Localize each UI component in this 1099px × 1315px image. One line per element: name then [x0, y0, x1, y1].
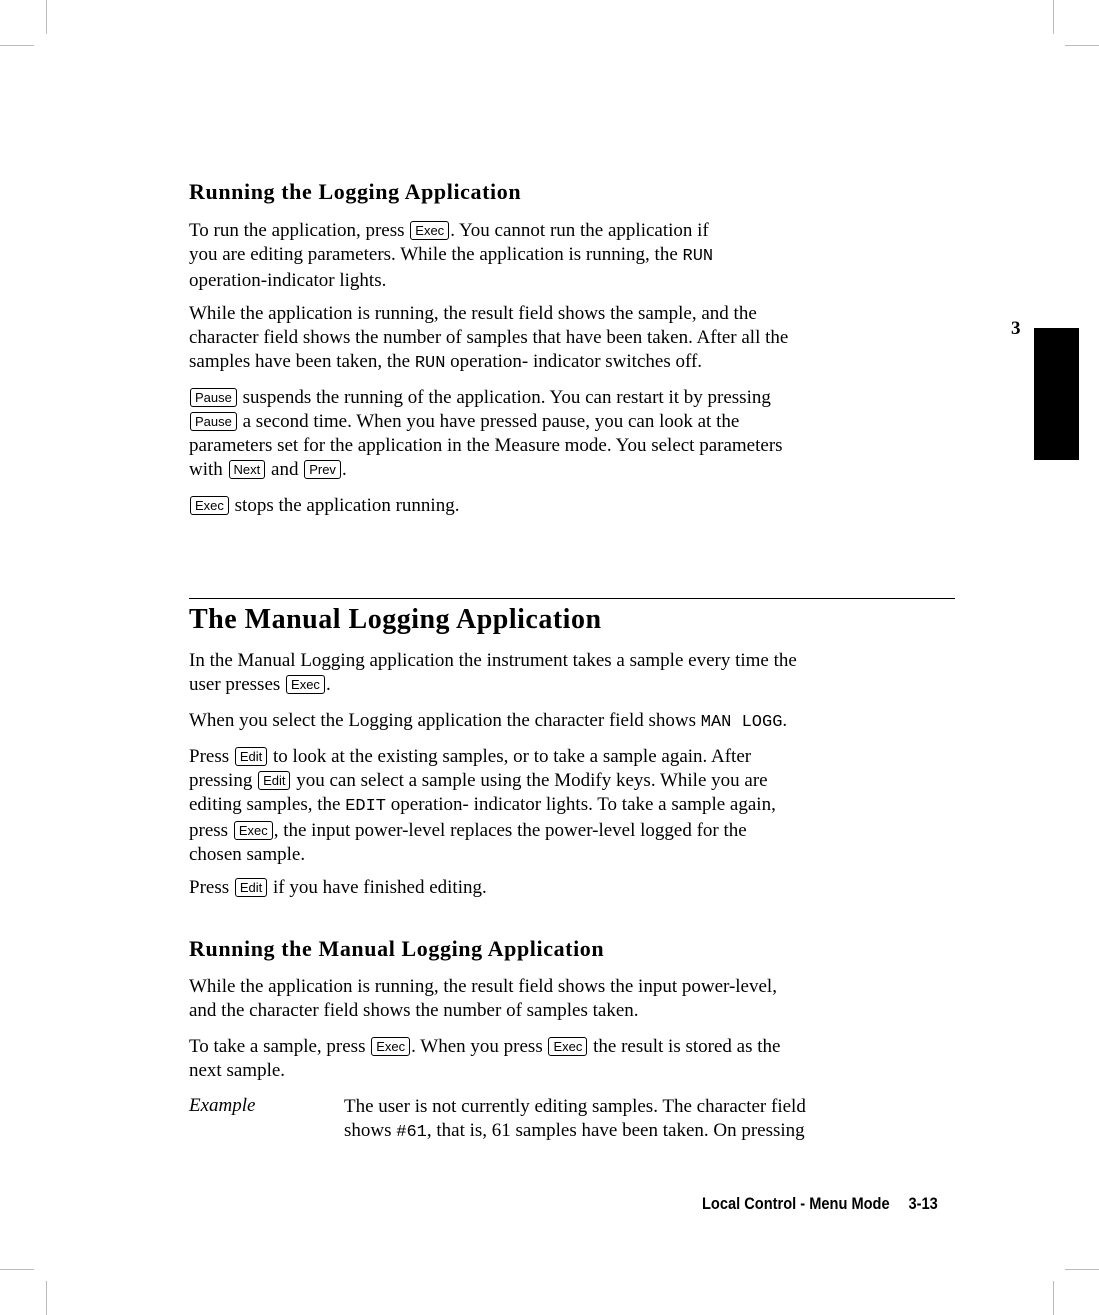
- footer-title: Local Control - Menu Mode: [702, 1194, 890, 1213]
- crop-mark: [1065, 45, 1099, 46]
- crop-mark: [46, 0, 47, 34]
- edit-key: Edit: [258, 771, 290, 790]
- crop-mark: [0, 1269, 34, 1270]
- next-key: Next: [229, 460, 266, 479]
- paragraph: In the Manual Logging application the instrument takes a sample every time the user presses Exec .: [189, 650, 797, 695]
- prev-key: Prev: [304, 460, 341, 479]
- example-text: The user is not currently editing samples. The character field shows #61, that is, 61 samples have been taken. On pressing: [344, 1096, 806, 1142]
- code-text: EDIT: [345, 797, 387, 816]
- example-label: Example: [189, 1095, 256, 1116]
- pause-key: Pause: [190, 412, 237, 431]
- exec-key: Exec: [190, 496, 229, 515]
- paragraph: Exec stops the application running.: [189, 494, 969, 518]
- section-divider: [189, 598, 955, 599]
- chapter-tab-number: 3: [1011, 318, 1021, 339]
- crop-mark: [46, 1281, 47, 1315]
- code-text: MAN LOGG: [700, 713, 783, 732]
- exec-key: Exec: [410, 221, 449, 240]
- paragraph: When you select the Logging application the character field shows MAN LOGG.: [189, 710, 788, 732]
- page-footer: [702, 1194, 938, 1214]
- chapter-heading: The Manual Logging Application: [189, 604, 602, 635]
- paragraph: To run the application, press Exec . You cannot run the application if you are editing parameters. While the application is running, the RUN operation-indicator lights.: [189, 220, 714, 291]
- paragraph: While the application is running, the result field shows the input power-level, and the character field shows the number of samples taken.: [189, 976, 777, 1021]
- paragraph: To take a sample, press Exec . When you press Exec the result is stored as the next sample.: [189, 1036, 781, 1081]
- page-number: 3-13: [908, 1194, 938, 1213]
- exec-key: Exec: [234, 821, 273, 840]
- edit-key: Edit: [235, 878, 267, 897]
- chapter-tab: [1034, 328, 1079, 460]
- code-text: RUN: [414, 354, 446, 373]
- crop-mark: [1053, 1281, 1054, 1315]
- paragraph: While the application is running, the result field shows the sample, and the character field shows the number of samples that have been taken. After all the samples have been taken, the RUN operation- indicator switches off.: [189, 303, 789, 373]
- code-text: #61: [396, 1123, 427, 1142]
- crop-mark: [0, 45, 34, 46]
- paragraph: Pause suspends the running of the application. You can restart it by pressing Pause a second time. When you have pressed pause, you can look at the parameters set for the application in the Measure mode. You select parameters with Next and Prev .: [189, 387, 783, 480]
- exec-key: Exec: [371, 1037, 410, 1056]
- paragraph: Press Edit to look at the existing samples, or to take a sample again. After pressing Edit you can select a sample using the Modify keys. While you are editing samples, the EDIT operation- indicator lights. To take a sample again, press Exec , the input power-level replaces the power-level logged for the chosen sample.: [189, 746, 776, 865]
- edit-key: Edit: [235, 747, 267, 766]
- exec-key: Exec: [286, 675, 325, 694]
- code-text: RUN: [682, 247, 714, 266]
- section-heading: Running the Manual Logging Application: [189, 936, 605, 961]
- crop-mark: [1053, 0, 1054, 34]
- exec-key: Exec: [548, 1037, 587, 1056]
- paragraph: Press Edit if you have finished editing.: [189, 877, 487, 898]
- crop-mark: [1065, 1269, 1099, 1270]
- pause-key: Pause: [190, 388, 237, 407]
- section-heading: Running the Logging Application: [189, 179, 522, 204]
